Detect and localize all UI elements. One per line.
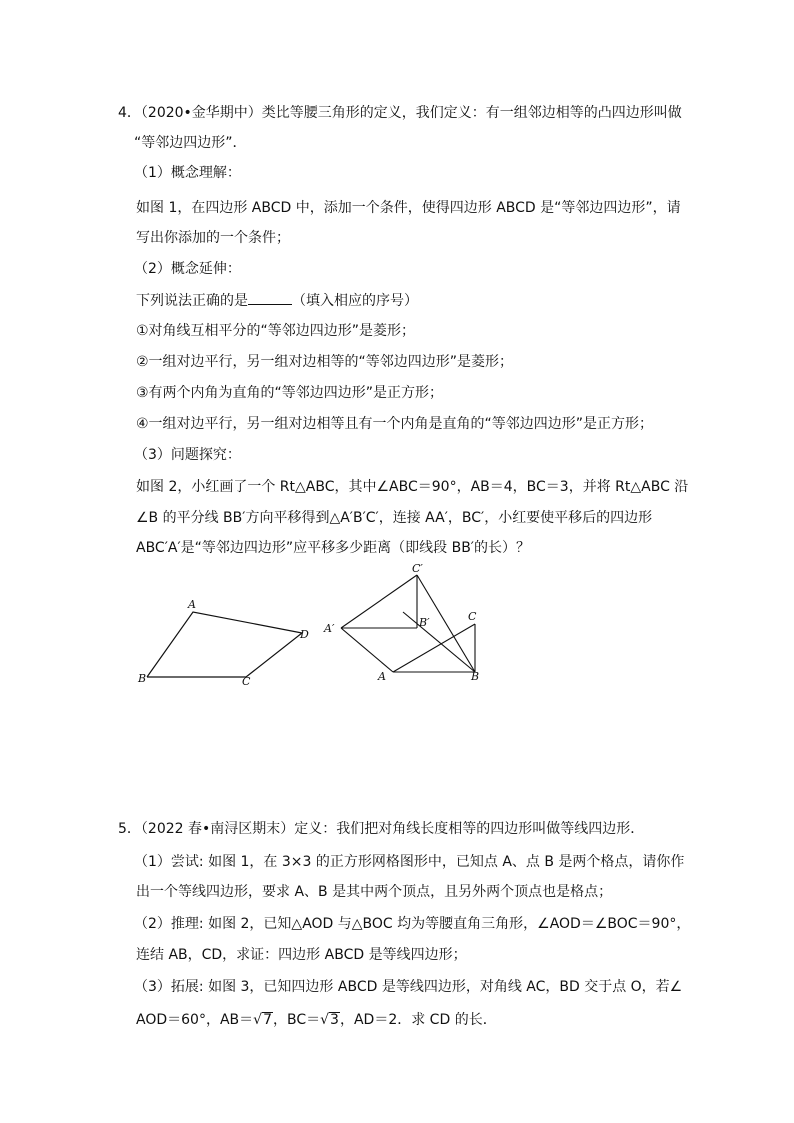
sqrt-sign-1: √: [253, 1012, 263, 1028]
sqrt-radicand-1: 7: [263, 1012, 272, 1028]
problem4-part3-line1: 如图 2，小红画了一个 Rt△ABC，其中∠ABC＝90°，AB＝4，BC＝3，并将 Rt△ABC 沿: [136, 479, 689, 495]
segment-c-a: [393, 624, 475, 672]
problem4-part3-line2: ∠B 的平分线 BB′方向平移得到△A′B′C′，连接 AA′，BC′，小红要使平移后的四边形: [136, 510, 653, 526]
problem5-part2-line1: （2）推理: 如图 2，已知△AOD 与△BOC 均为等腰直角三角形，∠AOD＝∠BOC＝90°，: [134, 916, 691, 932]
problem4-part1-title: （1）概念理解：: [134, 165, 241, 181]
problem4-part1-line2: 写出你添加的一个条件；: [136, 230, 290, 246]
problem5-part1-line2: 出一个等线四边形，要求 A、B 是其中两个顶点，且另外两个顶点也是格点；: [136, 884, 613, 900]
statement-item-3: ③有两个内角为直角的“等邻边四边形”是正方形；: [136, 385, 444, 401]
problem4-line2: “等邻边四边形”．: [134, 135, 247, 151]
answer-blank: [248, 292, 292, 305]
label-a-prime: A′: [324, 622, 335, 635]
problem5-part1-line1: （1）尝试: 如图 1，在 3×3 的正方形网格图形中，已知点 A、点 B 是两个格点，请你作: [134, 854, 685, 870]
text-segment-b: ，BC＝: [272, 1012, 321, 1028]
text-segment-a: AOD＝60°，AB＝: [136, 1012, 254, 1028]
segment-b-bp: [403, 612, 475, 672]
label-b: B: [471, 670, 480, 683]
label-b-prime: B′: [419, 616, 430, 629]
prompt-text-b: （填入相应的序号）: [292, 293, 418, 309]
problem4-part2-title: （2）概念延伸：: [134, 261, 241, 277]
sqrt-radicand-2: 3: [330, 1012, 339, 1028]
problem4-part1-line1: 如图 1，在四边形 ABCD 中，添加一个条件，使得四边形 ABCD 是“等邻边四边形”，请: [136, 200, 681, 216]
sqrt-sign-2: √: [320, 1012, 330, 1028]
label-b: B: [138, 672, 147, 685]
label-a: A: [188, 598, 196, 611]
quadrilateral-abcd: [147, 612, 302, 677]
statement-item-2: ②一组对边平行，另一组对边相等的“等邻边四边形”是菱形；: [136, 354, 514, 370]
label-c-prime: C′: [412, 562, 423, 575]
problem5-part2-line2: 连结 AB，CD，求证：四边形 ABCD 是等线四边形；: [136, 947, 467, 963]
problem4-part3-line3: ABC′A′是“等邻边四边形”应平移多少距离（即线段 BB′的长）？: [136, 540, 530, 556]
statement-item-4: ④一组对边平行，另一组对边相等且有一个内角是直角的“等邻边四边形”是正方形；: [136, 416, 654, 432]
label-c: C: [468, 610, 477, 623]
problem5-line1: 5．（2022 春•南浔区期末）定义：我们把对角线长度相等的四边形叫做等线四边形．: [118, 821, 645, 837]
segment-ap-a: [341, 628, 393, 672]
problem5-part3-line2: [136, 1011, 497, 1029]
label-a: A: [378, 670, 386, 683]
prompt-text-a: 下列说法正确的是: [136, 293, 248, 309]
label-d: D: [300, 628, 309, 641]
figure-1-quadrilateral: [130, 590, 330, 695]
statement-item-1: ①对角线互相平分的“等邻边四边形”是菱形；: [136, 323, 416, 339]
segment-cp-ap: [341, 575, 417, 628]
label-c: C: [242, 675, 251, 688]
text-segment-c: ，AD＝2．求 CD 的长．: [339, 1012, 497, 1028]
problem4-part2-prompt: [136, 292, 418, 310]
figure-2-translation: [320, 562, 500, 687]
problem5-part3-line1: （3）拓展: 如图 3，已知四边形 ABCD 是等线四边形，对角线 AC，BD 交于点 O，若∠: [134, 979, 683, 995]
problem4-part3-title: （3）问题探究：: [134, 447, 241, 463]
problem4-line1: 4．（2020•金华期中）类比等腰三角形的定义，我们定义：有一组邻边相等的凸四边形叫做: [118, 105, 682, 121]
